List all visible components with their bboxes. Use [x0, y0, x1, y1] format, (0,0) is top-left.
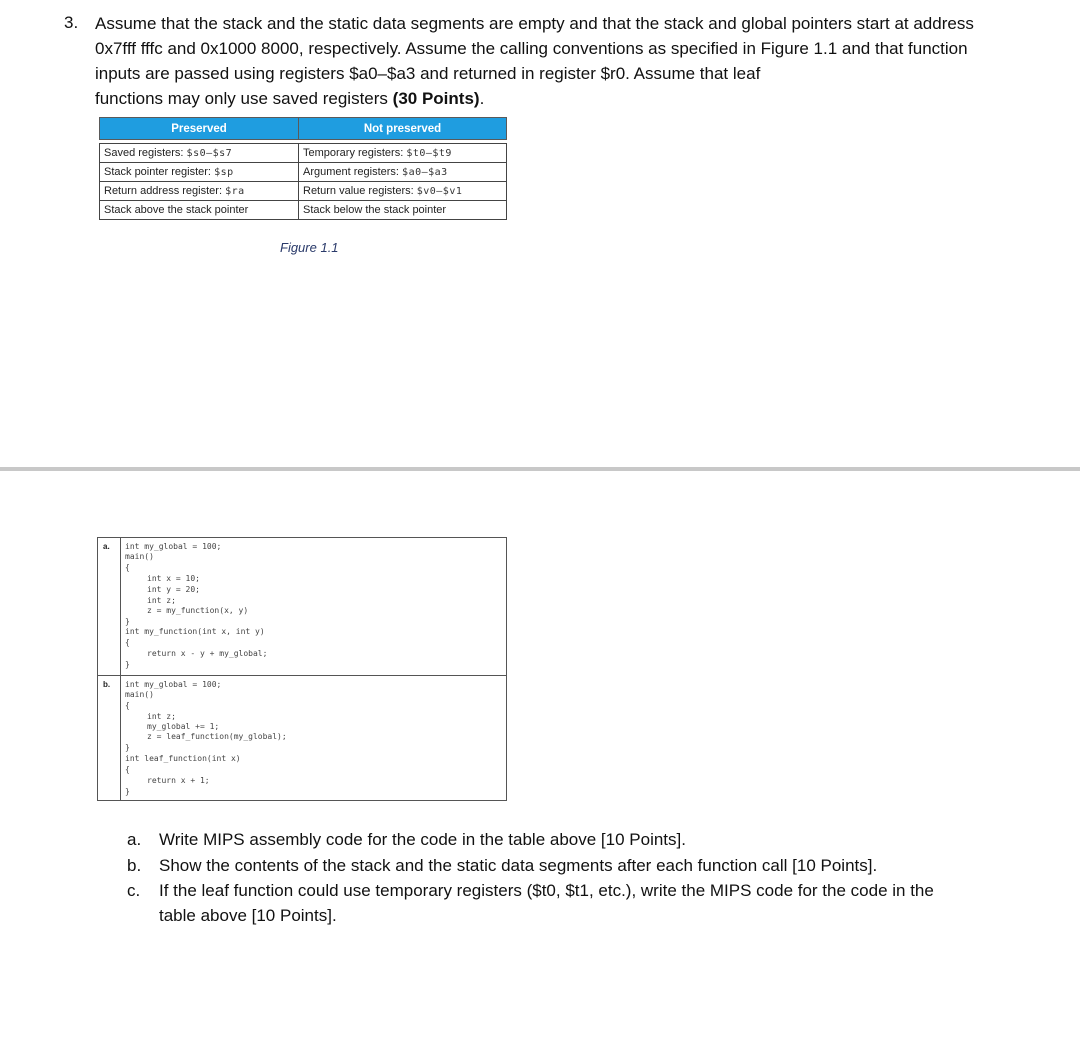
cell-register: $sp	[214, 167, 234, 178]
code-line: main()	[125, 552, 154, 561]
cell-label: Stack above the stack pointer	[104, 204, 249, 216]
preserved-cell	[100, 182, 299, 201]
question-text-line-4	[95, 86, 484, 111]
code-line: int my_global = 100;	[125, 680, 222, 689]
code-line: int x = 10;	[147, 574, 200, 583]
code-table-row-divider	[97, 675, 506, 676]
question-text-line-2: 0x7fff fffc and 0x1000 8000, respectively. Assume the calling conventions as specified in Figure 1.1 and that function	[95, 39, 968, 58]
code-line: {	[125, 765, 130, 774]
table-row	[100, 144, 507, 163]
question-points: (30 Points)	[392, 89, 480, 108]
question-text-line-1: Assume that the stack and the static data segments are empty and that the stack and global pointers start at address	[95, 14, 974, 33]
subquestion-text-c-line-2: table above [10 Points].	[159, 906, 337, 925]
code-line: return x - y + my_global;	[147, 649, 268, 658]
not-preserved-cell	[299, 201, 507, 220]
not-preserved-cell	[299, 144, 507, 163]
code-line: {	[125, 701, 130, 710]
calling-convention-table	[99, 117, 507, 220]
table-row	[100, 163, 507, 182]
code-line: }	[125, 743, 130, 752]
preserved-cell	[100, 163, 299, 182]
subquestion-text-a: Write MIPS assembly code for the code in the table above [10 Points].	[159, 830, 686, 849]
code-line: int my_global = 100;	[125, 542, 222, 551]
subquestion-letter-a: a.	[127, 830, 142, 849]
code-line: int leaf_function(int x)	[125, 754, 241, 763]
cell-register: $ra	[225, 186, 245, 197]
figure-caption: Figure 1.1	[280, 240, 339, 255]
cell-label: Return address register:	[104, 185, 226, 197]
question-text-line-3: inputs are passed using registers $a0–$a3 and returned in register $r0. Assume that leaf	[95, 64, 761, 83]
subquestion-letter-b: b.	[127, 856, 142, 875]
code-line: }	[125, 660, 130, 669]
question-number: 3.	[64, 13, 79, 32]
page-divider	[0, 467, 1080, 471]
cell-label: Temporary registers:	[303, 147, 407, 159]
code-line: return x + 1;	[147, 776, 210, 785]
cell-label: Stack pointer register:	[104, 166, 215, 178]
header-not-preserved: Not preserved	[299, 118, 507, 140]
cell-label: Argument registers:	[303, 166, 403, 178]
code-line: my_global += 1;	[147, 722, 220, 731]
subquestion-letter-c: c.	[127, 881, 141, 900]
code-line: }	[125, 787, 130, 796]
code-line: int z;	[147, 712, 176, 721]
code-line: z = my_function(x, y)	[147, 606, 249, 615]
preserved-cell	[100, 201, 299, 220]
question-text-line-4-end: .	[479, 89, 485, 108]
cell-label: Saved registers:	[104, 147, 187, 159]
not-preserved-cell	[299, 182, 507, 201]
not-preserved-cell	[299, 163, 507, 182]
code-line: }	[125, 617, 130, 626]
code-line: {	[125, 563, 130, 572]
code-line: z = leaf_function(my_global);	[147, 732, 287, 741]
header-preserved: Preserved	[100, 118, 299, 140]
code-line: {	[125, 638, 130, 647]
code-line: int y = 20;	[147, 585, 200, 594]
question-text-line-4-plain: functions may only use saved registers	[95, 89, 393, 108]
subquestion-text-b: Show the contents of the stack and the static data segments after each function call [10 Points].	[159, 856, 878, 875]
cell-label: Stack below the stack pointer	[303, 204, 447, 216]
cell-register: $v0–$v1	[416, 186, 463, 197]
code-line: int my_function(int x, int y)	[125, 627, 265, 636]
cell-register: $t0–$t9	[406, 148, 452, 159]
table-row	[100, 201, 507, 220]
table-row	[100, 182, 507, 201]
code-line: int z;	[147, 596, 176, 605]
preserved-cell	[100, 144, 299, 163]
code-table-column-divider	[120, 537, 121, 800]
subquestion-text-c-line-1: If the leaf function could use temporary registers ($t0, $t1, etc.), write the MIPS code for the code in the	[159, 881, 934, 900]
code-label-b: b.	[103, 680, 111, 689]
table-header-row	[100, 118, 507, 140]
cell-register: $a0–$a3	[402, 167, 448, 178]
code-line: main()	[125, 690, 154, 699]
cell-label: Return value registers:	[303, 185, 417, 197]
code-label-a: a.	[103, 542, 110, 551]
cell-register: $s0–$s7	[186, 148, 233, 159]
